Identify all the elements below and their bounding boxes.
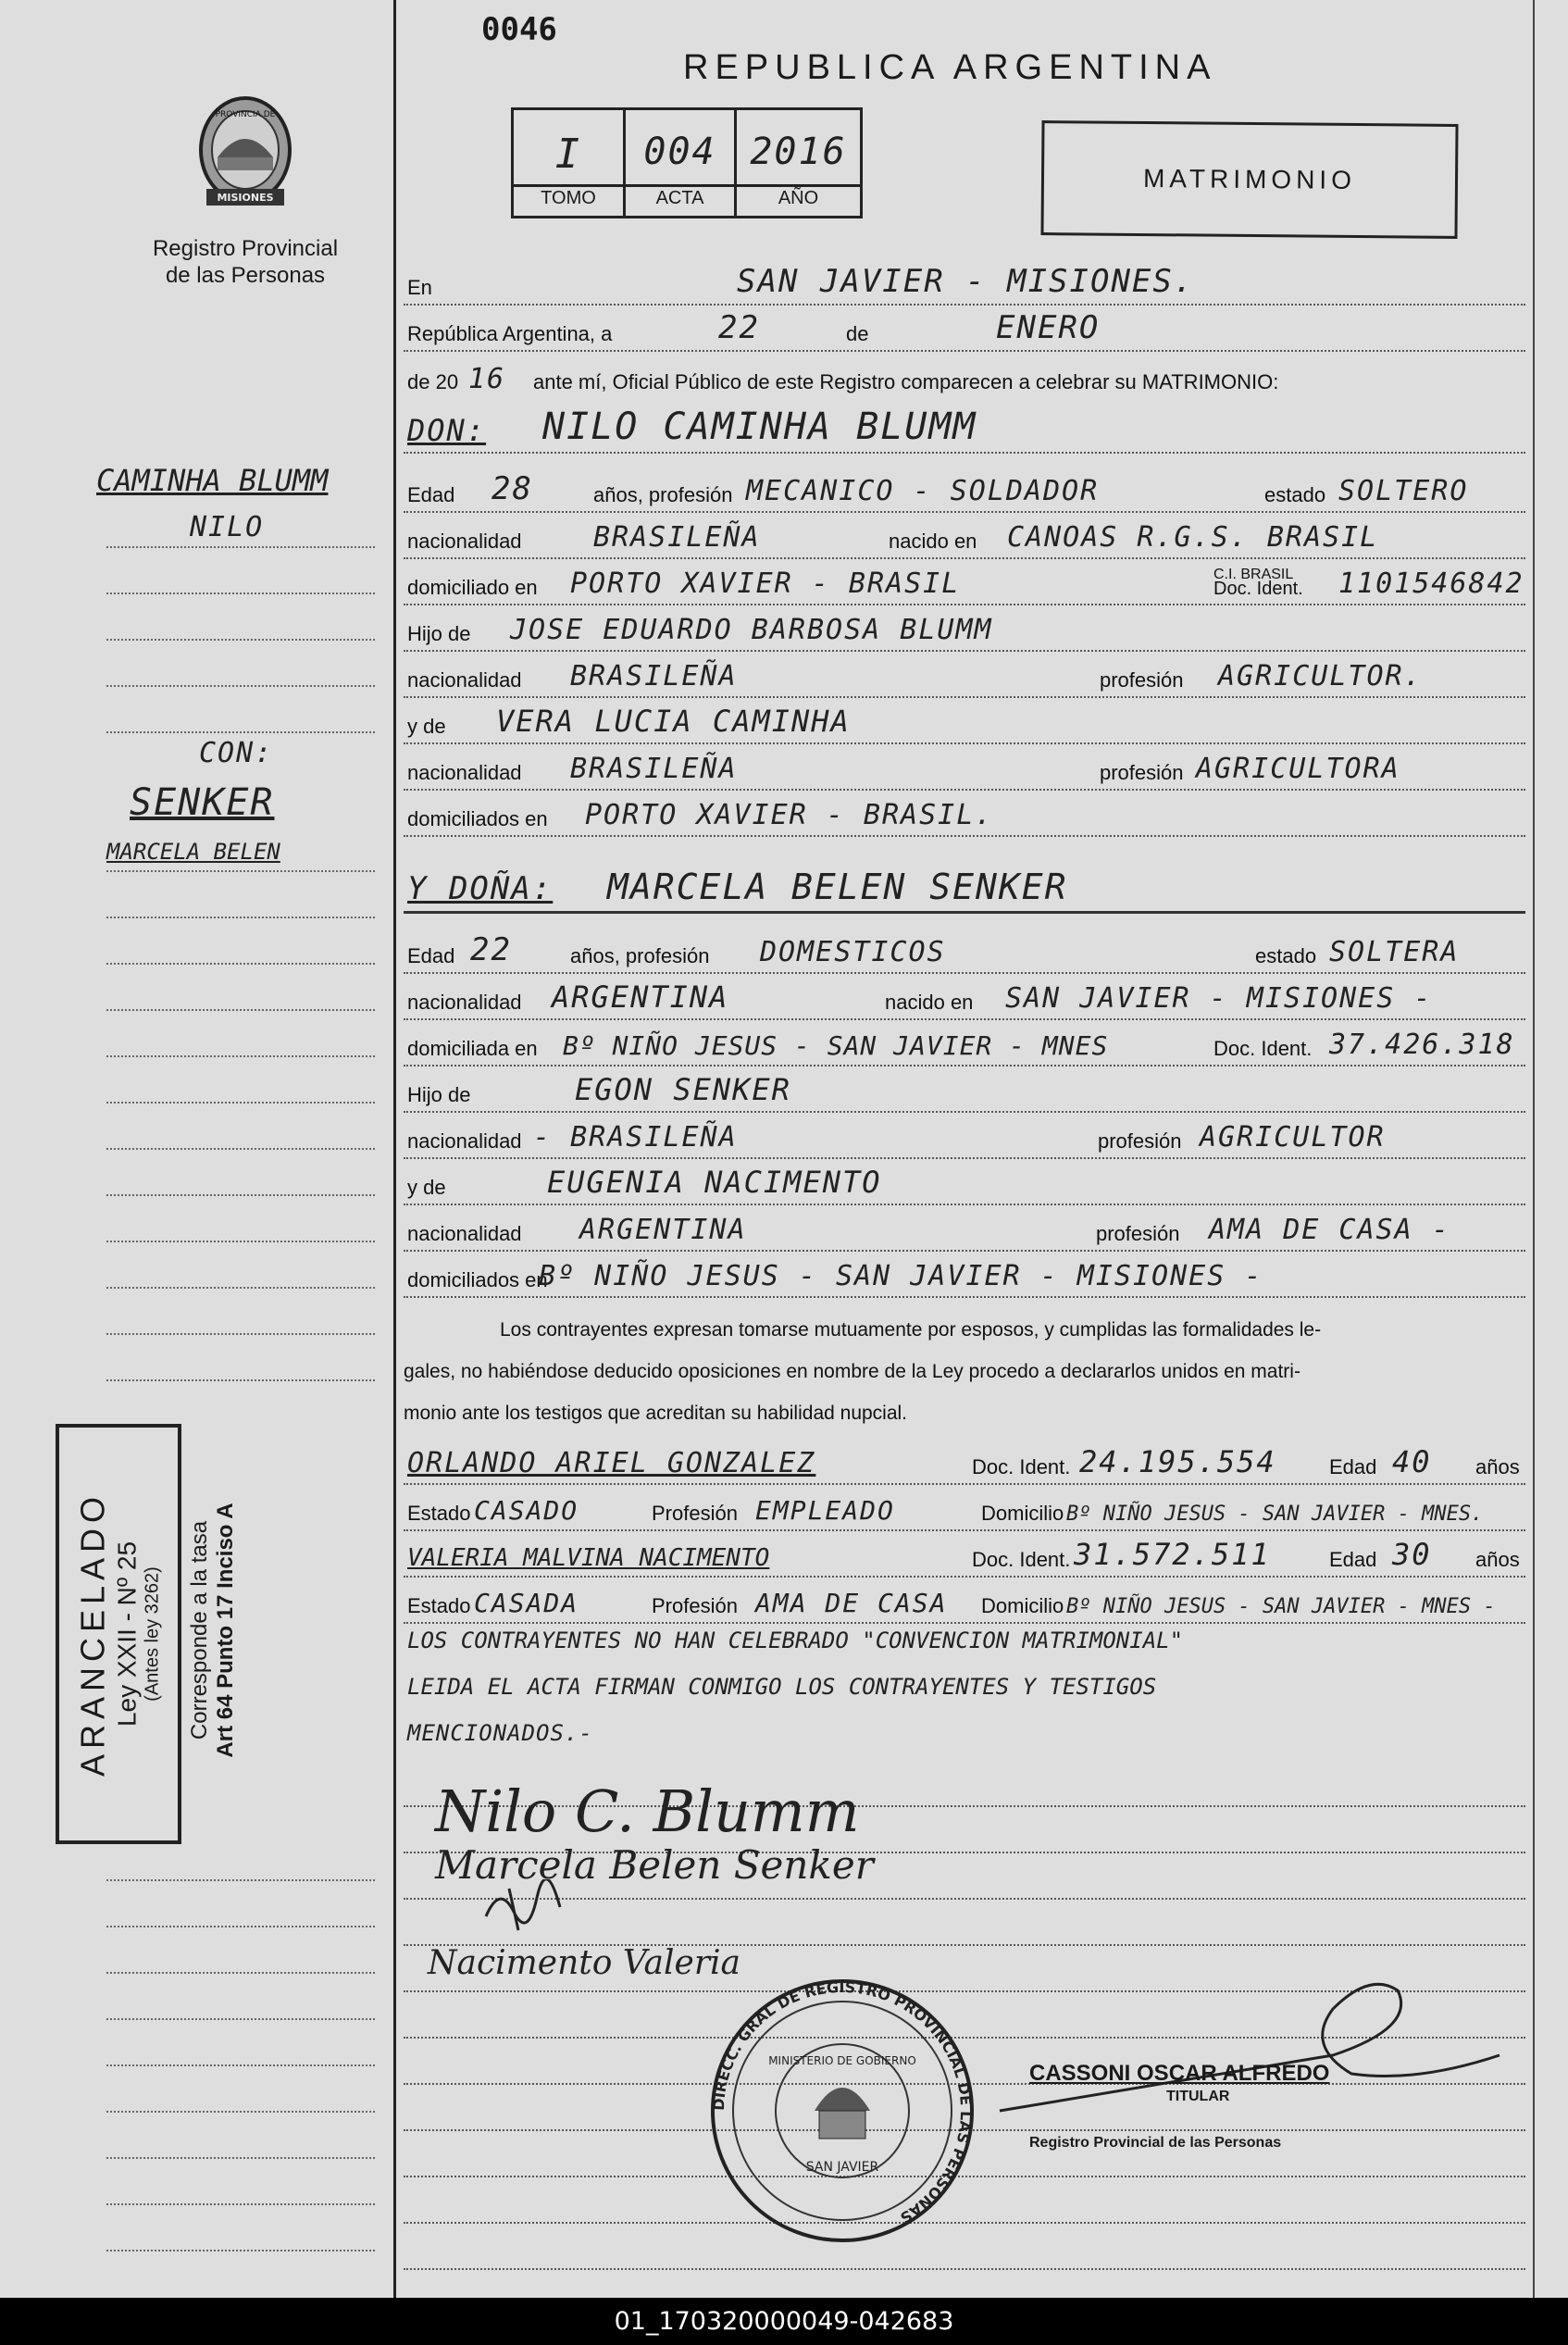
- row-bride-parents-address: [404, 1254, 1525, 1298]
- margin-ruled-line: [106, 1148, 375, 1150]
- anos-label: años: [1475, 1455, 1520, 1478]
- row-place: [404, 261, 1525, 306]
- margin-ruled-line: [106, 1287, 375, 1289]
- bride-father-nationality: - BRASILEÑA: [533, 1121, 738, 1154]
- day-value: 22: [718, 309, 760, 346]
- row-bride-nationality: [404, 976, 1525, 1020]
- anos-profesion-label: años, profesión: [570, 944, 710, 967]
- groom-mother-profession: AGRICULTORA: [1196, 753, 1400, 785]
- svg-text:MISIONES: MISIONES: [217, 192, 274, 204]
- profesion-label: Profesión: [652, 1502, 738, 1525]
- official-role: TITULAR: [1166, 2089, 1230, 2104]
- row-groom-name: [404, 405, 1525, 454]
- hijo-label: Hijo de: [407, 622, 471, 645]
- right-edge-line: [1533, 0, 1535, 2298]
- nacionalidad-label: nacionalidad: [407, 530, 522, 553]
- row-bride-father-nationality: [404, 1115, 1525, 1159]
- edad-label: Edad: [1329, 1455, 1377, 1478]
- groom-doc-number: 1101546842: [1338, 568, 1524, 600]
- witness1-name: ORLANDO ARIEL GONZALEZ: [407, 1447, 816, 1479]
- ci-label: C.I. BRASIL: [1213, 567, 1294, 582]
- row-groom-father: [404, 607, 1525, 652]
- estado-label: estado: [1255, 944, 1317, 967]
- bride-parents-address: Bº NIÑO JESUS - SAN JAVIER - MISIONES -: [539, 1260, 1263, 1292]
- arancelado-stamp: [56, 1424, 181, 1844]
- stamp-title: ARANCELADO: [73, 1491, 112, 1777]
- groom-parents-address: PORTO XAVIER - BRASIL.: [585, 799, 994, 831]
- domiciliados-label: domiciliados en: [407, 1268, 548, 1291]
- domiciliados-label: domiciliados en: [407, 807, 548, 830]
- margin-ruled-line: [106, 1879, 375, 1881]
- row-groom-age: [404, 468, 1525, 513]
- nacido-label: nacido en: [885, 991, 974, 1014]
- row-bride-father: [404, 1068, 1525, 1113]
- margin-groom-given: NILO: [190, 511, 265, 543]
- witness2-status: CASADA: [474, 1588, 579, 1618]
- row-date: [404, 307, 1525, 352]
- bride-mother: EUGENIA NACIMENTO: [547, 1165, 882, 1200]
- nacionalidad-label: nacionalidad: [407, 668, 522, 692]
- svg-text:DIRECC. GRAL DE REGISTRO PROVI: DIRECC. GRAL DE REGISTRO PROVINCIAL DE LAS PERSONAS: [709, 1977, 976, 2227]
- profesion-label: profesión: [1096, 1222, 1180, 1245]
- margin-ruled-line: [106, 2064, 375, 2066]
- month-value: ENERO: [996, 309, 1101, 346]
- margin-ruled-line: [106, 731, 375, 733]
- doc-label: Doc. Ident.: [1213, 1037, 1313, 1060]
- row-groom-parents-address: [404, 792, 1525, 837]
- notes-line2: LEIDA EL ACTA FIRMAN CONMIGO LOS CONTRAYENTES Y TESTIGOS: [407, 1674, 1157, 1700]
- ruled-line: [404, 2268, 1525, 2270]
- domicilio-label: Domicilio: [981, 1594, 1064, 1617]
- registry-name-line1: Registro Provincial: [152, 236, 339, 261]
- svg-text:PROVINCIA DE: PROVINCIA DE: [215, 110, 276, 119]
- nacionalidad-label: nacionalidad: [407, 1222, 522, 1245]
- groom-father-profession: AGRICULTOR.: [1218, 660, 1423, 692]
- groom-father: JOSE EDUARDO BARBOSA BLUMM: [510, 614, 993, 646]
- witness-signature: Nacimento Valeria: [428, 1944, 741, 1982]
- registry-name-line2: de las Personas: [165, 263, 326, 288]
- witness2-name: VALERIA MALVINA NACIMENTO: [407, 1544, 770, 1572]
- witness1-profession: EMPLEADO: [755, 1495, 895, 1526]
- row-witness2: [404, 1533, 1525, 1578]
- row-bride-age: [404, 929, 1525, 974]
- republic-label: República Argentina, a: [407, 322, 613, 345]
- row-groom-mother-nationality: [404, 746, 1525, 791]
- bride-civil-status: SOLTERA: [1329, 936, 1460, 968]
- margin-ruled-line: [106, 2157, 375, 2159]
- record-type-label: MATRIMONIO: [1142, 163, 1357, 195]
- margin-ruled-line: [106, 2018, 375, 2020]
- svg-text:MINISTERIO DE GOBIERNO: MINISTERIO DE GOBIERNO: [768, 2054, 916, 2067]
- acta-label: ACTA: [655, 188, 704, 208]
- row-witness1-details: [404, 1487, 1525, 1531]
- margin-ruled-line: [106, 1926, 375, 1927]
- record-type-box: [1040, 120, 1458, 239]
- statement-line1: Los contrayentes expresan tomarse mutuamente por esposos, y cumplidas las formalidades le-: [500, 1319, 1322, 1341]
- doc-label: Doc. Ident.: [1213, 579, 1303, 599]
- notes-line3: MENCIONADOS.-: [407, 1720, 593, 1746]
- groom-name: NILO CAMINHA BLUMM: [542, 405, 977, 448]
- margin-ruled-line: [106, 1009, 375, 1011]
- ante-text: ante mí, Oficial Público de este Registro comparecen a celebrar su MATRIMONIO:: [533, 370, 1279, 393]
- groom-address: PORTO XAVIER - BRASIL: [570, 568, 961, 600]
- margin-groom-surname: CAMINHA BLUMM: [96, 463, 329, 498]
- margin-ruled-line: [106, 2111, 375, 2113]
- nacionalidad-label: nacionalidad: [407, 761, 522, 784]
- bride-profession: DOMESTICOS: [760, 936, 946, 968]
- margin-ruled-line: [106, 546, 375, 548]
- bride-nationality: ARGENTINA: [552, 979, 729, 1015]
- stamp-law: Ley XXII - Nº 25: [112, 1540, 142, 1728]
- row-witness2-details: [404, 1579, 1525, 1624]
- scan-code: 01_170320000049-042683: [614, 2307, 954, 2336]
- row-groom-address: [404, 561, 1525, 605]
- row-groom-mother: [404, 700, 1525, 744]
- bride-mother-profession: AMA DE CASA -: [1209, 1214, 1450, 1246]
- anio-label: AÑO: [778, 188, 819, 208]
- anos-profesion-label: años, profesión: [593, 483, 733, 506]
- scan-footer: [0, 2298, 1568, 2345]
- year-suffix: 16: [468, 363, 506, 395]
- bride-father-profession: AGRICULTOR: [1200, 1121, 1386, 1154]
- nacionalidad-label: nacionalidad: [407, 1129, 522, 1153]
- row-bride-address: [404, 1022, 1525, 1066]
- profesion-label: profesión: [1098, 1129, 1182, 1153]
- stamp-law-previous: (Antes ley 3262): [142, 1566, 163, 1702]
- nacionalidad-label: nacionalidad: [407, 991, 522, 1014]
- record-number-box: [511, 107, 863, 218]
- bride-address: Bº NIÑO JESUS - SAN JAVIER - MNES: [563, 1030, 1109, 1061]
- row-year: [404, 363, 1525, 400]
- row-witness1: [404, 1441, 1525, 1485]
- statement-line3: monio ante los testigos que acreditan su habilidad nupcial.: [404, 1403, 908, 1424]
- ruled-line: [404, 1898, 1525, 1900]
- margin-ruled-line: [106, 963, 375, 965]
- margin-bride-surname: SENKER: [130, 781, 275, 824]
- nacido-label: nacido en: [889, 530, 977, 553]
- margin-bride-given: MARCELA BELEN: [106, 839, 280, 865]
- domicilio-label: Domicilio: [981, 1502, 1064, 1525]
- official-seal: [703, 1972, 981, 2250]
- margin-ruled-line: [106, 1194, 375, 1196]
- edad-label: Edad: [1329, 1548, 1377, 1571]
- notes-line1: LOS CONTRAYENTES NO HAN CELEBRADO "CONVENCION MATRIMONIAL": [407, 1628, 1184, 1653]
- yde-label: y de: [407, 715, 446, 738]
- bride-name: MARCELA BELEN SENKER: [607, 867, 1068, 907]
- official-name: CASSONI OSCAR ALFREDO: [1029, 2061, 1330, 2086]
- margin-ruled-line: [106, 1102, 375, 1104]
- anos-label: años: [1475, 1548, 1520, 1571]
- tomo-value: I: [554, 131, 582, 178]
- row-bride-mother-nationality: [404, 1207, 1525, 1252]
- official-signature-scribble: [981, 1972, 1537, 2129]
- margin-ruled-line: [106, 1241, 375, 1242]
- margin-ruled-line: [106, 1379, 375, 1381]
- statement-line2: gales, no habiéndose deducido oposiciones en nombre de la Ley procedo a declararlos unidos en matri-: [404, 1361, 1300, 1382]
- profesion-label: profesión: [1100, 668, 1184, 692]
- row-bride-name: [404, 859, 1525, 914]
- profesion-label: profesión: [1100, 761, 1184, 784]
- bride-signature: Marcela Belen Senker: [435, 1842, 874, 1888]
- country-title: REPUBLICA ARGENTINA: [683, 48, 1217, 87]
- place-value: SAN JAVIER - MISIONES.: [737, 263, 1195, 300]
- margin-con: CON:: [199, 737, 274, 769]
- de-label: de: [846, 322, 869, 345]
- estado-label: Estado: [407, 1502, 471, 1525]
- bride-father: EGON SENKER: [575, 1072, 791, 1107]
- row-bride-mother: [404, 1161, 1525, 1205]
- estado-label: Estado: [407, 1594, 471, 1617]
- groom-signature: Nilo C. Blumm: [435, 1777, 860, 1845]
- witness1-doc: 24.195.554: [1079, 1444, 1276, 1479]
- witness1-address: Bº NIÑO JESUS - SAN JAVIER - MNES.: [1066, 1503, 1484, 1526]
- province-seal-logo: [190, 93, 301, 213]
- witness1-age: 40: [1392, 1444, 1432, 1479]
- groom-title: DON:: [407, 413, 487, 448]
- groom-mother-nationality: BRASILEÑA: [570, 753, 738, 785]
- yde-label: y de: [407, 1176, 446, 1199]
- margin-ruled-line: [106, 2250, 375, 2251]
- margin-ruled-line: [106, 1972, 375, 1974]
- en-label: En: [407, 276, 432, 299]
- year-prefix: de 20: [407, 370, 459, 393]
- acta-value: 004: [643, 131, 716, 173]
- margin-ruled-line: [106, 917, 375, 918]
- stamp-tasa: Corresponde a la tasa: [187, 1520, 212, 1740]
- groom-age: 28: [492, 470, 533, 507]
- margin-ruled-line: [106, 1055, 375, 1057]
- profesion-label: Profesión: [652, 1594, 738, 1617]
- groom-civil-status: SOLTERO: [1338, 475, 1469, 507]
- stamp-article: Art 64 Punto 17 Inciso A: [213, 1503, 238, 1758]
- witness2-doc: 31.572.511: [1074, 1537, 1271, 1572]
- bride-birthplace: SAN JAVIER - MISIONES -: [1005, 982, 1433, 1015]
- witness1-status: CASADO: [474, 1495, 579, 1526]
- row-groom-father-nationality: [404, 654, 1525, 698]
- document-number: 0046: [481, 11, 557, 48]
- edad-label: Edad: [407, 483, 455, 506]
- margin-ruled-line: [106, 2203, 375, 2205]
- domiciliado-label: domiciliado en: [407, 576, 538, 599]
- groom-birthplace: CANOAS R.G.S. BRASIL: [1007, 521, 1379, 554]
- groom-profession: MECANICO - SOLDADOR: [746, 475, 1100, 507]
- witness2-profession: AMA DE CASA: [755, 1588, 948, 1618]
- anio-value: 2016: [750, 131, 847, 173]
- groom-father-nationality: BRASILEÑA: [570, 660, 738, 692]
- official-registry: Registro Provincial de las Personas: [1029, 2135, 1282, 2151]
- bride-age: 22: [470, 931, 512, 968]
- doc-label: Doc. Ident.: [972, 1455, 1071, 1478]
- margin-ruled-line: [106, 870, 375, 872]
- margin-ruled-line: [106, 685, 375, 687]
- groom-mother: VERA LUCIA CAMINHA: [496, 704, 851, 739]
- scribble-signature: [481, 1879, 565, 1935]
- witness2-age: 30: [1392, 1537, 1432, 1572]
- witness2-address: Bº NIÑO JESUS - SAN JAVIER - MNES -: [1066, 1595, 1496, 1618]
- bride-title: Y DOÑA:: [407, 870, 554, 907]
- estado-label: estado: [1264, 483, 1326, 506]
- doc-label: Doc. Ident.: [972, 1548, 1071, 1571]
- bride-doc-number: 37.426.318: [1329, 1029, 1515, 1061]
- groom-nationality: BRASILEÑA: [593, 521, 761, 554]
- bride-mother-nationality: ARGENTINA: [579, 1214, 747, 1246]
- hijo-label: Hijo de: [407, 1083, 471, 1106]
- margin-ruled-line: [106, 639, 375, 641]
- tomo-label: TOMO: [541, 188, 596, 208]
- edad-label: Edad: [407, 944, 455, 967]
- row-groom-nationality: [404, 515, 1525, 559]
- margin-divider-line: [393, 0, 396, 2298]
- svg-text:SAN JAVIER: SAN JAVIER: [805, 2160, 879, 2175]
- margin-ruled-line: [106, 1333, 375, 1335]
- domiciliada-label: domiciliada en: [407, 1037, 538, 1060]
- margin-ruled-line: [106, 592, 375, 594]
